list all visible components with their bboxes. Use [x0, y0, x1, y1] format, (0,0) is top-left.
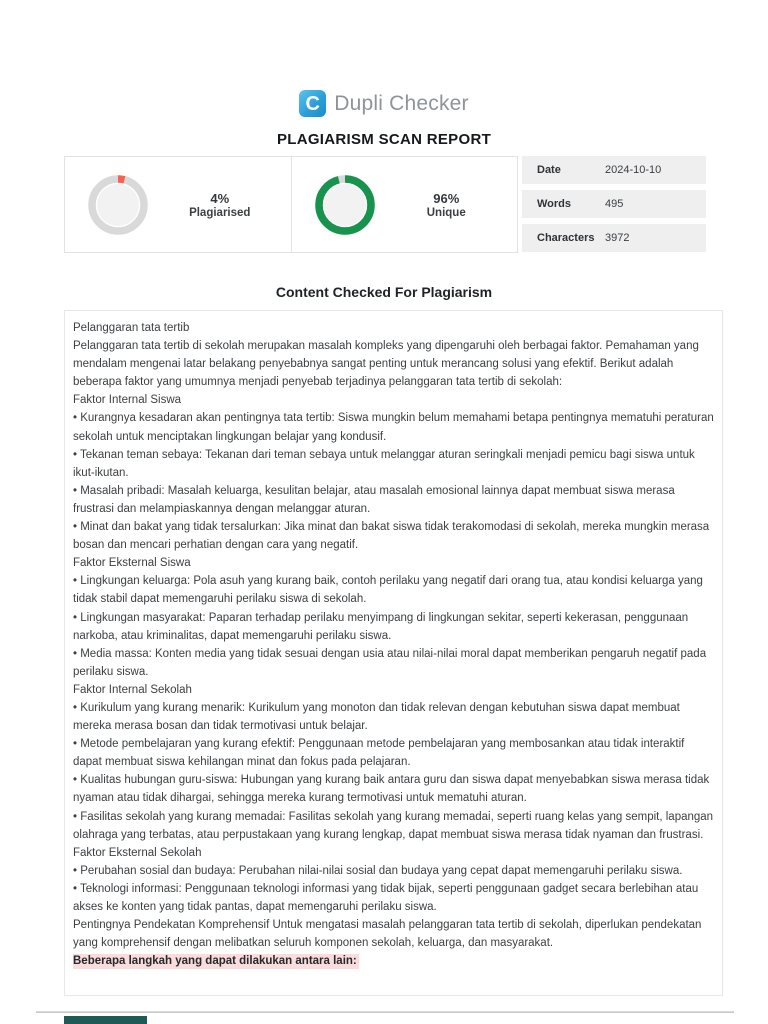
stat-value: 2024-10-10 [605, 164, 662, 176]
content-paragraph: Pelanggaran tata tertib [73, 322, 190, 334]
content-paragraph: • Fasilitas sekolah yang kurang memadai: Fasilitas sekolah yang kurang memadai, seperti ruang kelas yang sempit, lapangan olahraga yang terbatas, atau perpustakaan yang kurang lengkap, dapat membuat siswa merasa tidak nyaman dan frustrasi. [73, 810, 714, 841]
unique-chart-cell [291, 157, 518, 252]
content-heading: Content Checked For Plagiarism [275, 284, 493, 300]
content-paragraph: • Lingkungan masyarakat: Paparan terhadap perilaku menyimpang di lingkungan sekitar, seperti kekerasan, penggunaan narkoba, atau kriminalitas, dapat memengaruhi perilaku siswa. [73, 611, 689, 642]
highlighted-paragraph: Beberapa langkah yang dapat dilakukan antara lain: [73, 955, 357, 968]
content-paragraph: • Lingkungan keluarga: Pola asuh yang kurang baik, contoh perilaku yang negatif dari orang tua, atau kondisi keluarga yang tidak stabil dapat memengaruhi perilaku siswa di sekolah. [73, 575, 703, 606]
content-paragraph: Pelanggaran tata tertib di sekolah merupakan masalah kompleks yang dipengaruhi oleh berbagai faktor. Pemahaman yang mendalam mengenai latar belakang penyebabnya sangat penting untuk merancang solusi yang efektif. Berikut adalah beberapa faktor yang umumnya menjadi penyebab terjadinya pelanggaran tata tertib di sekolah: [73, 340, 699, 389]
brand-logo [0, 90, 768, 117]
unique-donut-svg [314, 174, 376, 236]
plagiarised-caption: Plagiarised [189, 206, 251, 219]
stat-label: Date [537, 164, 561, 176]
content-paragraph: • Metode pembelajaran yang kurang efektif: Penggunaan metode pembelajaran yang membosankan atau tidak interaktif dapat membuat siswa kehilangan minat dan fokus pada pelajaran. [73, 738, 685, 769]
plagiarism-summary-panel [64, 156, 518, 253]
content-paragraph: Faktor Internal Sekolah [73, 683, 192, 696]
stat-row [522, 156, 706, 184]
content-paragraph: • Media massa: Konten media yang tidak sesuai dengan usia atau nilai-nilai moral dapat memberikan pengaruh negatif pada perilaku siswa. [73, 647, 707, 678]
content-paragraph: Faktor Internal Siswa [73, 394, 182, 407]
content-paragraph: • Teknologi informasi: Penggunaan teknologi informasi yang tidak bijak, seperti penggunaan gadget secara berlebihan atau akses ke konten yang tidak pantas, dapat memengaruhi perilaku siswa. [73, 882, 699, 913]
unique-caption: Unique [426, 206, 466, 219]
next-section-header-peek [64, 1016, 147, 1024]
plagiarised-label-block [149, 191, 291, 219]
content-paragraph: • Kualitas hubungan guru-siswa: Hubungan yang kurang baik antara guru dan siswa dapat menyebabkan siswa merasa tidak nyaman atau tidak dihargai, sehingga mereka kurang termotivasi untuk mematuhi aturan. [73, 774, 710, 805]
content-paragraph: • Perubahan sosial dan budaya: Perubahan nilai-nilai sosial dan budaya yang cepat dapat memengaruhi perilaku siswa. [73, 864, 683, 877]
page-title: PLAGIARISM SCAN REPORT [276, 131, 492, 148]
stat-row [522, 190, 706, 218]
content-paragraph: • Tekanan teman sebaya: Tekanan dari teman sebaya untuk melanggar aturan seringkali menjadi pemicu bagi siswa untuk ikut-ikutan. [73, 448, 695, 479]
unique-donut-chart [314, 174, 376, 236]
plagiarised-percent: 4% [210, 190, 230, 206]
plagiarised-donut-chart [87, 174, 149, 236]
stat-row [522, 224, 706, 252]
content-paragraph: • Masalah pribadi: Masalah keluarga, kesulitan belajar, atau masalah emosional lainnya dapat membuat siswa merasa frustrasi dan melampiaskannya dengan melanggar aturan. [73, 484, 675, 515]
duplichecker-logo-icon: C [299, 90, 326, 117]
report-stats-table [522, 156, 706, 252]
stat-value: 495 [605, 198, 624, 210]
stat-label: Characters [537, 232, 595, 244]
stat-label: Words [537, 198, 572, 210]
content-paragraph: Pentingnya Pendekatan Komprehensif Untuk mengatasi masalah pelanggaran tata tertib di sekolah, diperlukan pendekatan yang komprehensif dengan melibatkan seluruh komponen sekolah, keluarga, dan masyarakat. [73, 919, 702, 950]
plagiarised-chart-cell [65, 157, 291, 252]
content-paragraph: • Minat dan bakat yang tidak tersalurkan: Jika minat dan bakat siswa tidak terakomodasi di sekolah, mereka mungkin merasa bosan dan mencari perhatian dengan cara yang negatif. [73, 521, 710, 552]
unique-percent: 96% [433, 190, 460, 206]
checked-content-box [64, 310, 723, 996]
page-bottom-divider [36, 1011, 734, 1013]
content-paragraph: Faktor Eksternal Sekolah [73, 846, 202, 859]
content-paragraph: • Kurangnya kesadaran akan pentingnya tata tertib: Siswa mungkin belum memahami betapa pentingnya mematuhi peraturan sekolah untuk menciptakan lingkungan belajar yang kondusif. [73, 412, 714, 443]
content-paragraph: Faktor Eksternal Siswa [73, 557, 191, 570]
unique-label-block [376, 191, 518, 219]
brand-name: Dupli Checker [334, 91, 469, 115]
stat-value: 3972 [605, 232, 630, 244]
plagiarised-donut-svg [87, 174, 149, 236]
content-paragraph: • Kurikulum yang kurang menarik: Kurikulum yang monoton dan tidak relevan dengan kebutuhan siswa dapat membuat mereka merasa bosan dan tidak termotivasi untuk belajar. [73, 701, 680, 733]
